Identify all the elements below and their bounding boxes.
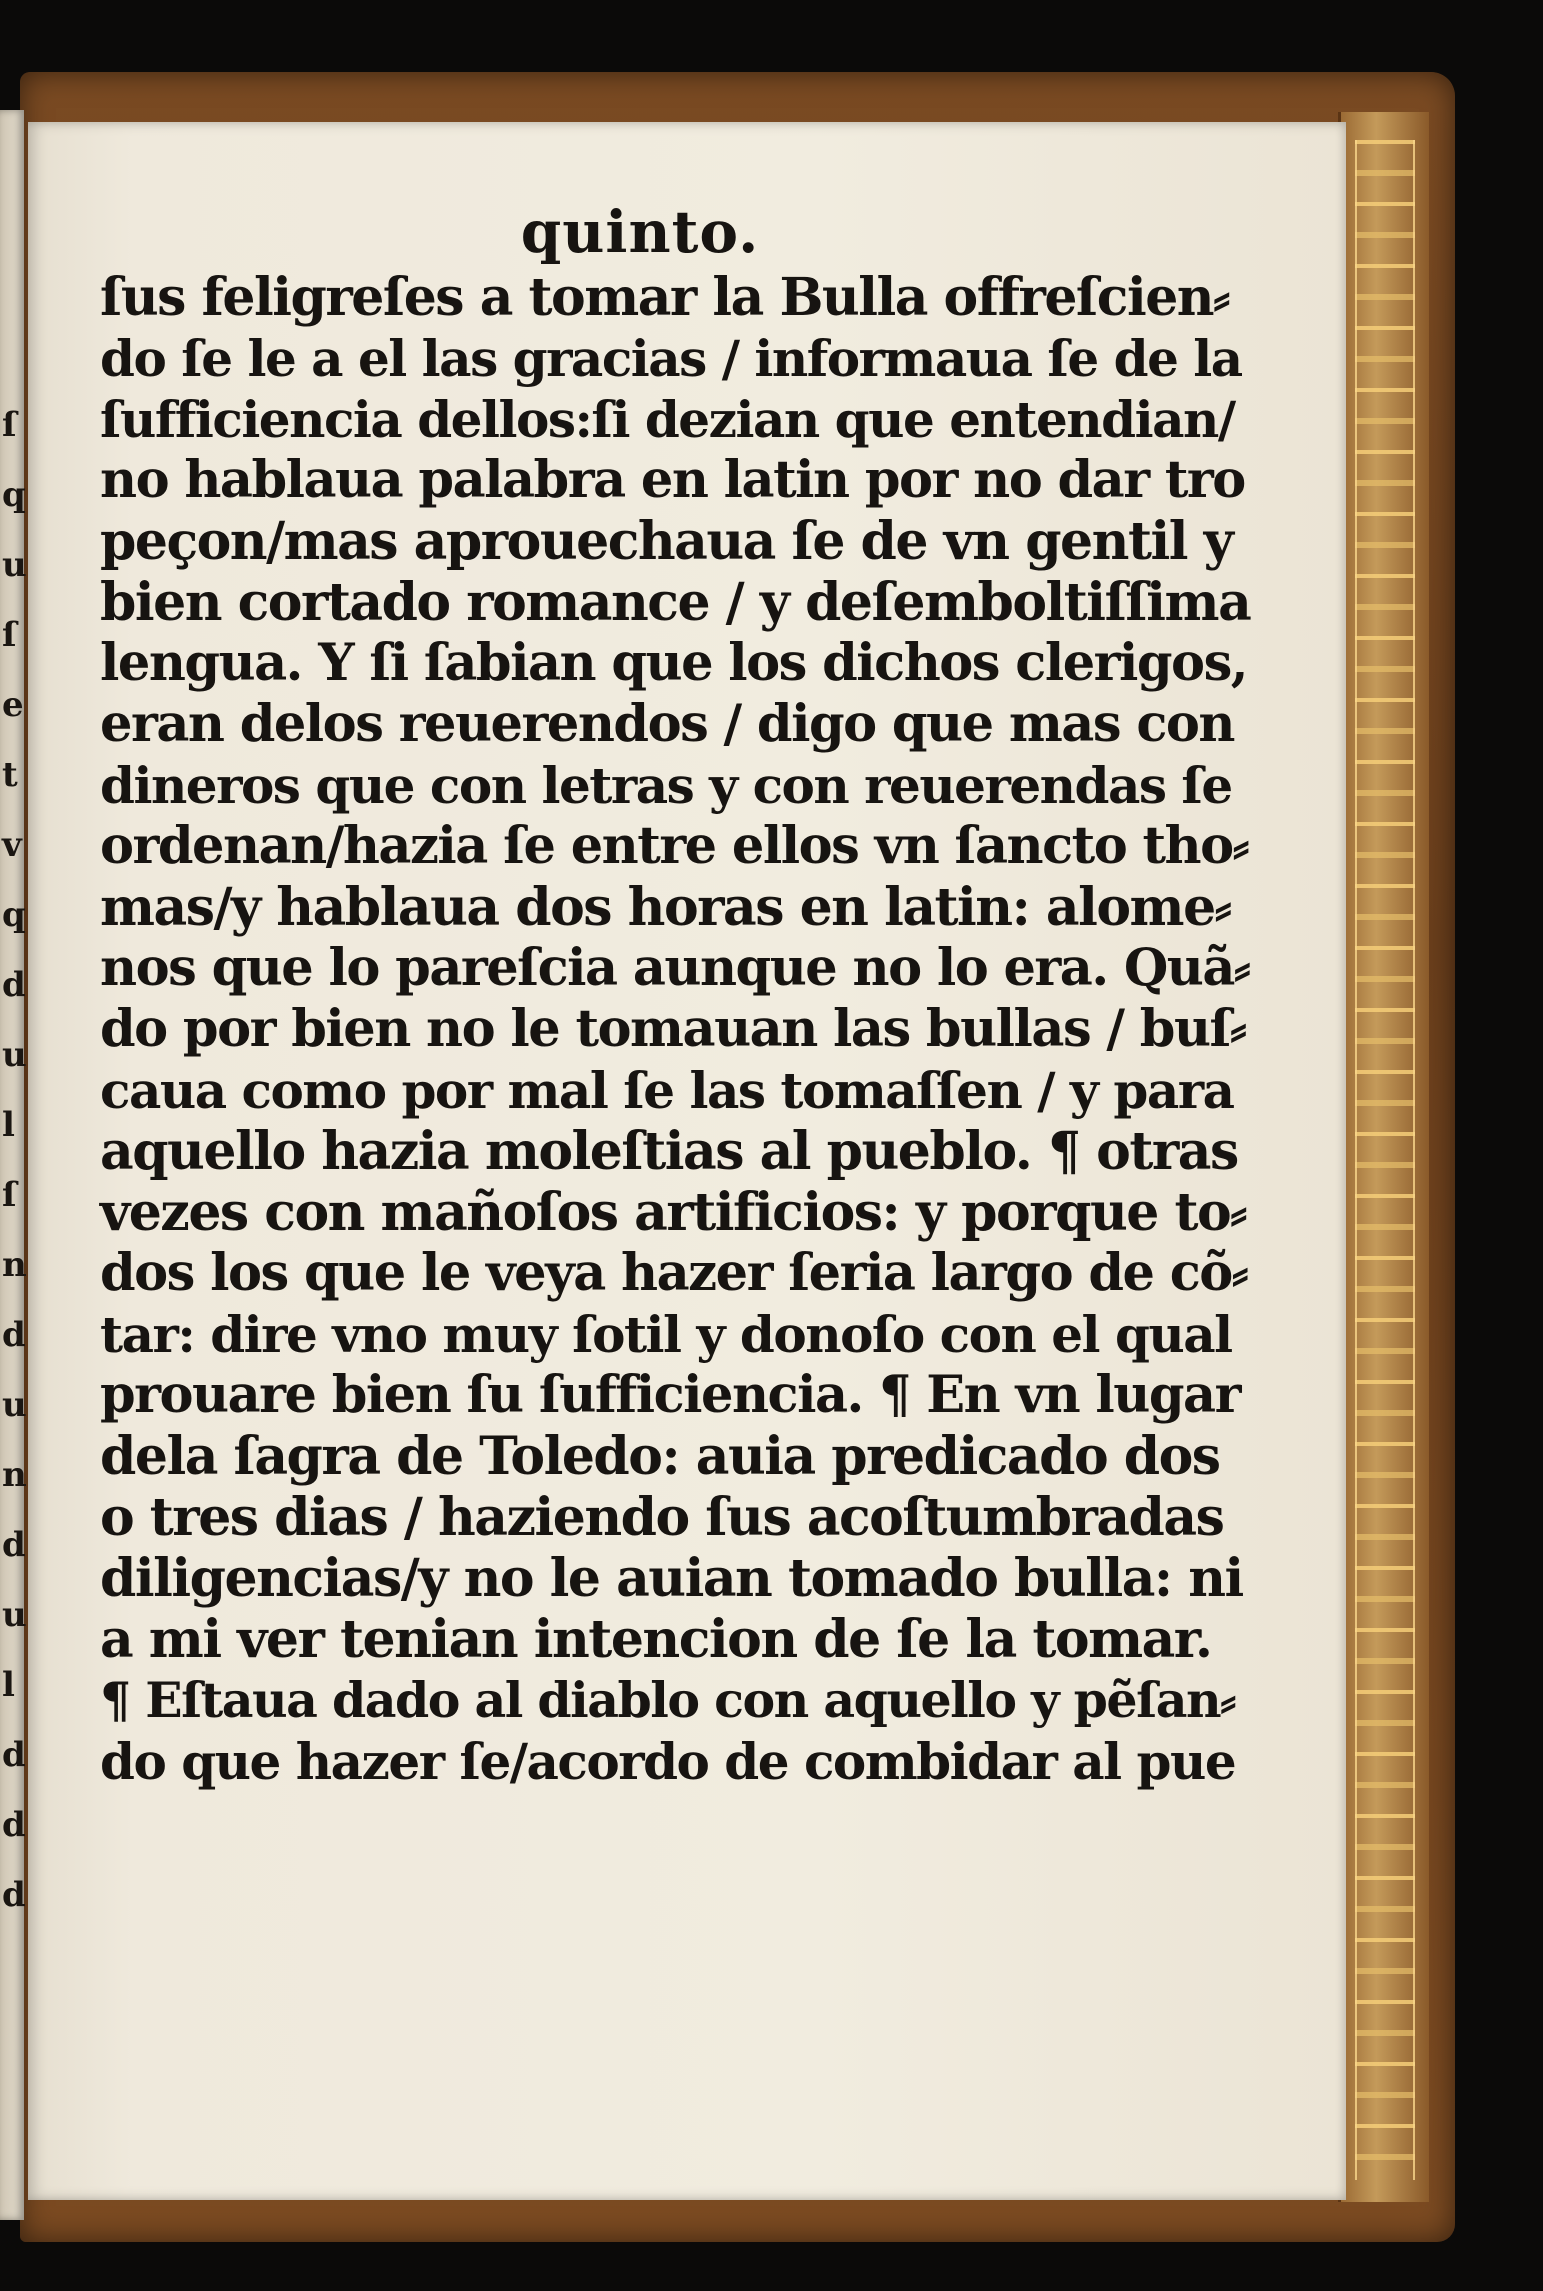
text-line: bien cortado romance / y deſemboltiſſima <box>100 572 1251 633</box>
text-line: prouare bien ſu ſufficiencia. ¶ En vn lugar <box>100 1365 1240 1425</box>
text-line: caua como por mal ſe las tomaſſen / y para <box>100 1061 1234 1120</box>
text-line: eran delos reuerendos / digo que mas con <box>100 694 1234 754</box>
text-line: vezes con mañoſos artificios: y porque to⸗ <box>100 1182 1246 1243</box>
text-line: do por bien no le tomauan las bullas / buſ⸗ <box>100 999 1246 1059</box>
previous-leaf-text-fragment: ſ q u ſ e t v q d u l ſ n d u n d u l d d d <box>2 405 27 1915</box>
book-page <box>28 122 1346 2200</box>
text-line: ſufficiencia dellos:ſi dezian que entendian/ <box>100 390 1235 449</box>
text-line: ¶ Eſtaua dado al diablo con aquello y pẽſan⸗ <box>100 1671 1235 1729</box>
text-line: do ſe le a el las gracias / informaua ſe de la <box>100 329 1242 388</box>
text-line: no hablaua palabra en latin por no dar tro <box>100 450 1245 510</box>
text-line: a mi ver tenian intencion de ſe la tomar. <box>100 1609 1212 1670</box>
text-line: do que hazer ſe/acordo de combidar al pue <box>100 1732 1236 1791</box>
text-line: tar: dire vno muy ſotil y donoſo con el qual <box>100 1305 1232 1364</box>
text-line: ſus feligreſes a tomar la Bulla offreſcien⸗ <box>100 267 1229 328</box>
text-line: nos que lo pareſcia aunque no lo era. Quã⸗ <box>100 938 1250 998</box>
text-line: mas/y hablaua dos horas en latin: alome⸗ <box>100 877 1231 938</box>
text-line: dineros que con letras y con reuerendas ſe <box>100 756 1232 815</box>
text-line: lengua. Y ſi ſabian que los dichos clerigos, <box>100 633 1248 693</box>
gilt-border-ornament <box>1355 140 1415 2180</box>
text-line: dos los que le veya hazer ſeria largo de cõ⸗ <box>100 1243 1248 1303</box>
previous-leaf-edge <box>0 110 27 2220</box>
text-line: aquello hazia moleſtias al pueblo. ¶ otras <box>100 1121 1238 1182</box>
text-line: peçon/mas aprouechaua ſe de vn gentil y <box>100 511 1233 572</box>
text-line: o tres dias / haziendo ſus acoſtumbradas <box>100 1487 1224 1548</box>
page-text-block <box>100 197 1251 1792</box>
running-head: quinto. <box>520 198 760 266</box>
text-line: ordenan/hazia ſe entre ellos vn ſancto tho⸗ <box>100 816 1249 876</box>
text-line: dela ſagra de Toledo: auia predicado dos <box>100 1426 1220 1487</box>
text-line: diligencias/y no le auian tomado bulla: ni <box>100 1548 1243 1609</box>
